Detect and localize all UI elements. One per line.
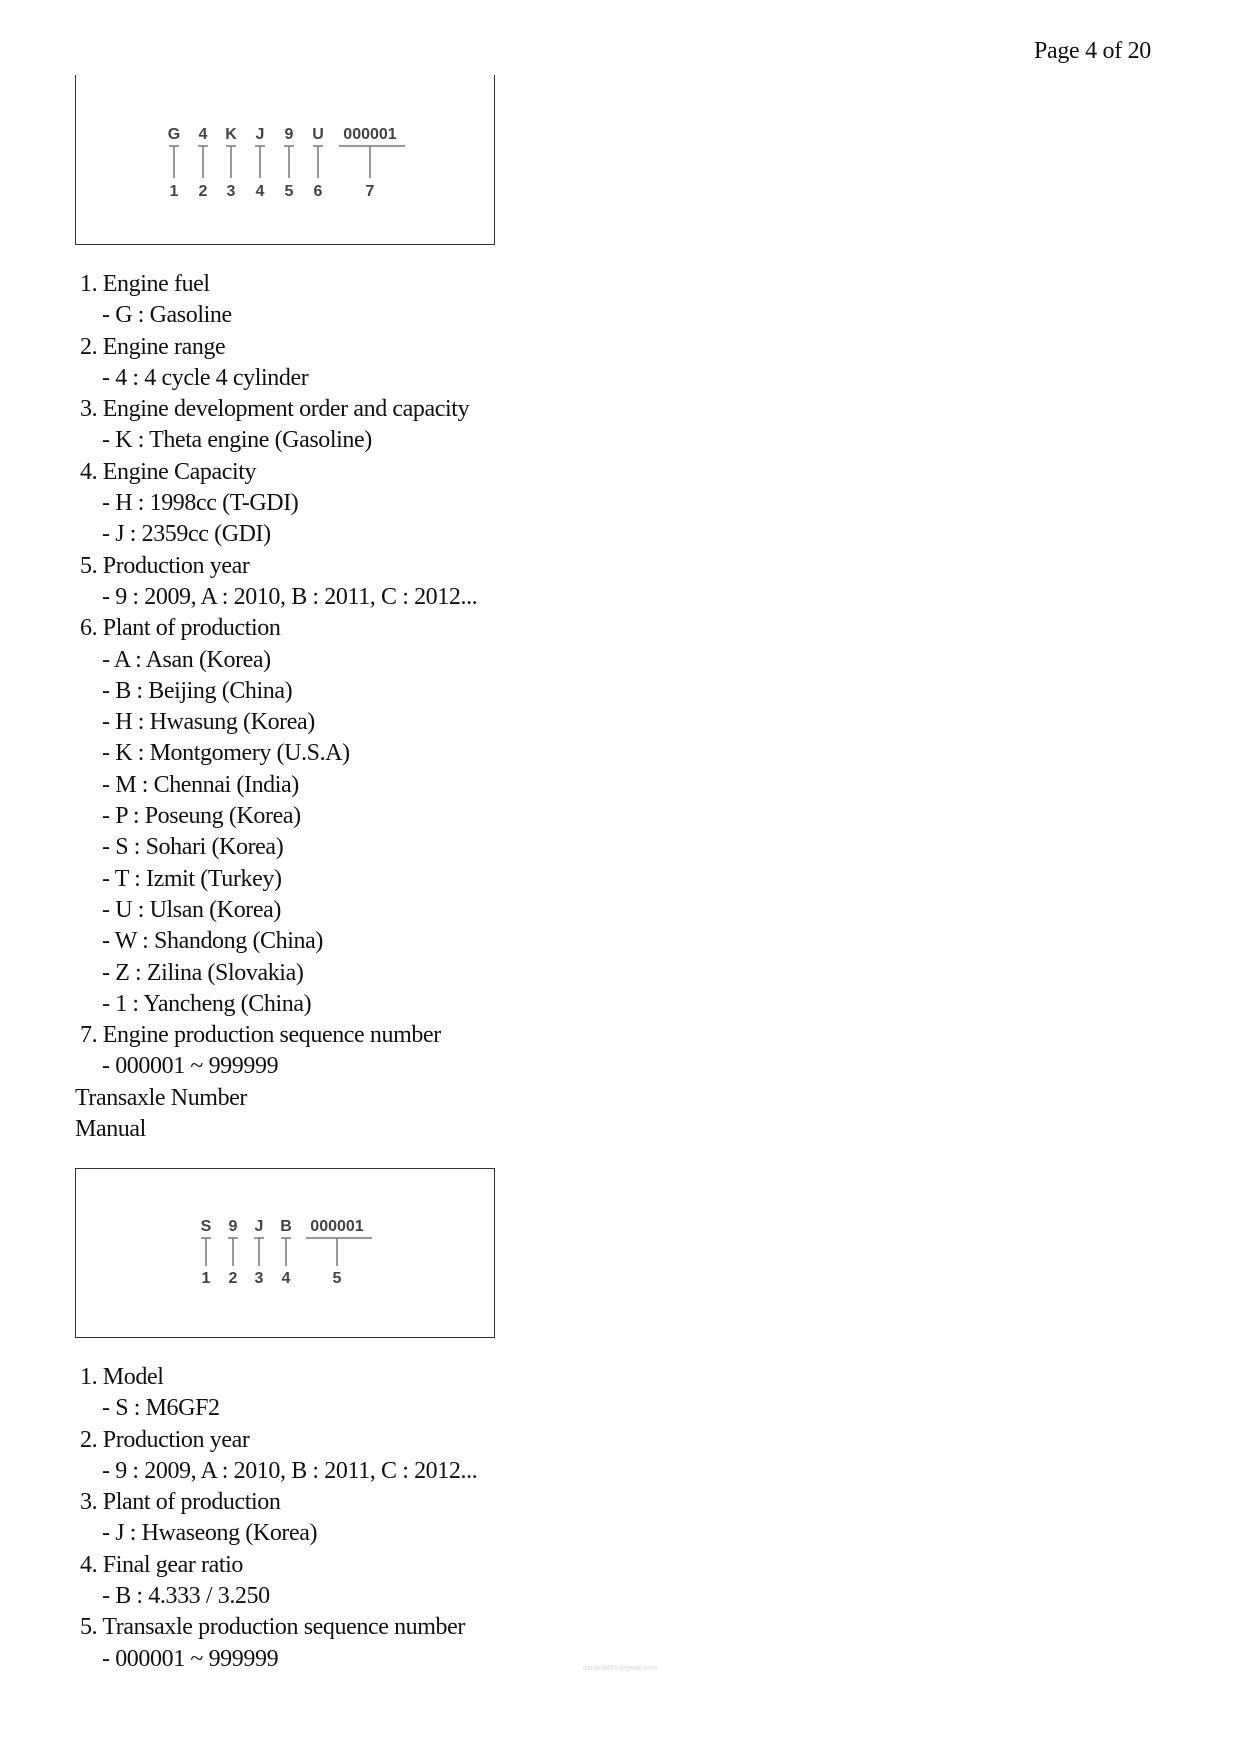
- list-item-detail: - 000001 ~ 999999: [102, 1053, 279, 1080]
- list-item-detail: - W : Shandong (China): [102, 928, 323, 955]
- list-item-detail: - G : Gasoline: [102, 302, 232, 329]
- engine-code-index: 2: [198, 183, 208, 200]
- list-item-heading: 2. Engine range: [80, 333, 226, 360]
- list-item-detail: - 9 : 2009, A : 2010, B : 2011, C : 2012...: [102, 583, 478, 610]
- engine-code-index: 7: [365, 183, 375, 200]
- list-item-detail: - U : Ulsan (Korea): [102, 896, 281, 923]
- engine-code-letter: 4: [198, 126, 208, 143]
- list-item-detail: - Z : Zilina (Slovakia): [102, 959, 304, 986]
- list-item-detail: - K : Montgomery (U.S.A): [102, 740, 350, 767]
- list-item-detail: - T : Izmit (Turkey): [102, 865, 282, 892]
- list-item-heading: 2. Production year: [80, 1426, 250, 1453]
- list-item-heading: 5. Transaxle production sequence number: [80, 1614, 465, 1641]
- engine-code-letter: K: [225, 126, 237, 143]
- engine-code-serial: 000001: [343, 126, 397, 143]
- list-item-detail: - 1 : Yancheng (China): [102, 990, 312, 1017]
- transaxle-number-explanation: [75, 1362, 477, 1675]
- list-item-detail: - J : Hwaseong (Korea): [102, 1520, 318, 1547]
- list-item-detail: - S : M6GF2: [102, 1395, 220, 1422]
- engine-code-index: 5: [284, 183, 294, 200]
- transaxle-code-letter: B: [280, 1218, 292, 1235]
- section-subheading: Manual: [75, 1116, 146, 1143]
- transaxle-number-diagram: [76, 1169, 496, 1339]
- list-item-detail: - M : Chennai (India): [102, 771, 299, 798]
- engine-code-letter: G: [167, 126, 181, 143]
- list-item-detail: - H : 1998cc (T-GDI): [102, 490, 299, 517]
- transaxle-code-leader-lines: [201, 1238, 372, 1266]
- transaxle-code-index: 5: [332, 1270, 342, 1287]
- list-item-detail: - S : Sohari (Korea): [102, 834, 284, 861]
- engine-code-index: 4: [255, 183, 265, 200]
- list-item-heading: 4. Engine Capacity: [80, 458, 257, 485]
- list-item-detail: - B : Beijing (China): [102, 677, 293, 704]
- list-item-detail: - K : Theta engine (Gasoline): [102, 427, 372, 454]
- transaxle-code-index: 2: [228, 1270, 238, 1287]
- list-item-detail: - 9 : 2009, A : 2010, B : 2011, C : 2012...: [102, 1457, 478, 1484]
- watermark: tomari0455@gmail.com: [583, 1665, 658, 1672]
- page-number: Page 4 of 20: [1033, 38, 1151, 64]
- engine-code-letter: 9: [284, 126, 294, 143]
- list-item-heading: 7. Engine production sequence number: [80, 1022, 441, 1049]
- list-item-heading: 1. Model: [80, 1364, 164, 1390]
- engine-number-explanation: [75, 269, 477, 1145]
- engine-code-leader-lines: [169, 146, 405, 178]
- engine-code-index: 1: [169, 183, 179, 200]
- list-item-detail: - P : Poseung (Korea): [102, 803, 301, 830]
- engine-code-letter: J: [255, 126, 265, 143]
- list-item-heading: 3. Plant of production: [80, 1489, 281, 1516]
- list-item-detail: - J : 2359cc (GDI): [102, 521, 271, 548]
- transaxle-code-letter: S: [200, 1218, 212, 1235]
- list-item-heading: 6. Plant of production: [80, 615, 281, 642]
- engine-number-figure: [75, 75, 495, 245]
- list-item-detail: - 000001 ~ 999999: [102, 1645, 279, 1672]
- transaxle-code-index: 4: [281, 1270, 291, 1287]
- list-item-detail: - A : Asan (Korea): [102, 646, 271, 673]
- list-item-heading: 1. Engine fuel: [80, 271, 210, 297]
- engine-code-letter: U: [312, 126, 324, 143]
- engine-code-index: 6: [313, 183, 323, 200]
- transaxle-code-index: 1: [201, 1270, 211, 1287]
- list-item-detail: - 4 : 4 cycle 4 cylinder: [102, 364, 309, 391]
- list-item-detail: - H : Hwasung (Korea): [102, 709, 315, 736]
- list-item-heading: 5. Production year: [80, 552, 250, 579]
- engine-number-diagram: [76, 75, 496, 245]
- section-heading: Transaxle Number: [75, 1084, 248, 1111]
- transaxle-number-figure: [75, 1168, 495, 1338]
- transaxle-code-serial: 000001: [310, 1218, 364, 1235]
- list-item-heading: 4. Final gear ratio: [80, 1551, 244, 1578]
- engine-code-index: 3: [226, 183, 236, 200]
- list-item-heading: 3. Engine development order and capacity: [80, 396, 470, 423]
- transaxle-code-letter: J: [254, 1218, 264, 1235]
- transaxle-code-letter: 9: [228, 1218, 238, 1235]
- list-item-detail: - B : 4.333 / 3.250: [102, 1583, 270, 1610]
- transaxle-code-index: 3: [254, 1270, 264, 1287]
